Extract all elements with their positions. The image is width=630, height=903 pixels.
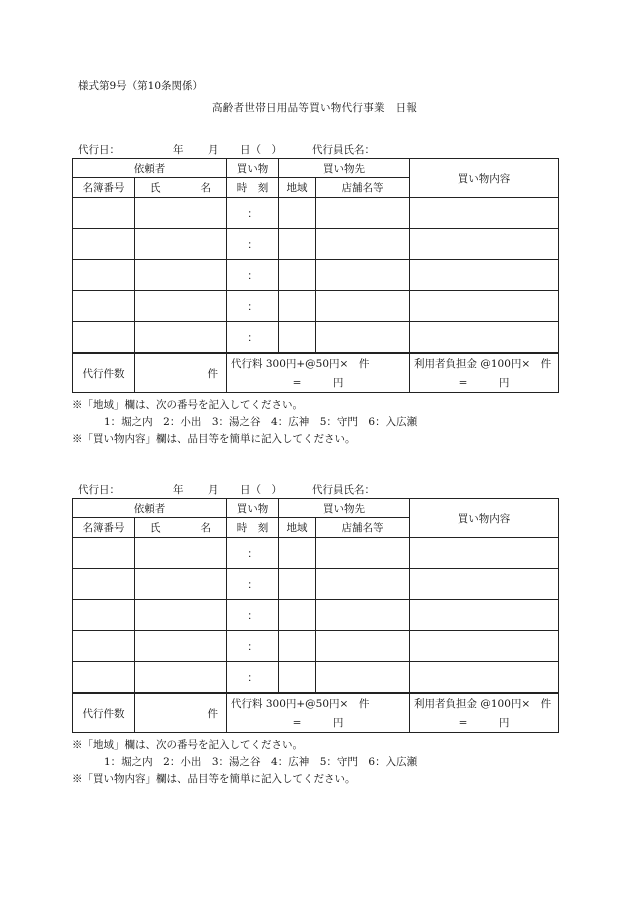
document-title: 高齢者世帯日用品等買い物代行事業 日報	[212, 102, 418, 114]
fee-result[interactable]: = 円	[227, 713, 410, 733]
requester-header: 依頼者	[73, 159, 227, 178]
register-number-cell[interactable]	[73, 662, 135, 694]
register-number-cell[interactable]	[73, 229, 135, 260]
area-cell[interactable]	[279, 229, 316, 260]
area-cell[interactable]	[279, 322, 316, 354]
shop-name-cell[interactable]	[316, 322, 410, 354]
time-header: 時 刻	[227, 178, 279, 198]
agent-name-label: 代行員氏名：	[312, 144, 375, 156]
time-cell[interactable]: ：	[227, 260, 279, 291]
shop-name-cell[interactable]	[316, 291, 410, 322]
contents-cell[interactable]	[410, 662, 559, 694]
contents-cell[interactable]	[410, 631, 559, 662]
area-note: ※「地域」欄は、次の番号を記入してください。	[72, 399, 303, 411]
contents-cell[interactable]	[410, 538, 559, 569]
register-number-cell[interactable]	[73, 198, 135, 229]
name-cell[interactable]	[135, 600, 227, 631]
name-cell[interactable]	[135, 322, 227, 354]
contents-note: ※「買い物内容」欄は、品目等を簡単に記入してください。	[72, 433, 356, 445]
area-note: ※「地域」欄は、次の番号を記入してください。	[72, 739, 303, 751]
table-row	[73, 538, 559, 569]
day-label: 日（ ）	[240, 144, 282, 156]
time-header: 時 刻	[227, 518, 279, 538]
shop-destination-header: 買い物先	[279, 499, 410, 518]
register-number-header: 名簿番号	[73, 178, 135, 198]
time-cell[interactable]: ：	[227, 600, 279, 631]
area-header: 地域	[279, 178, 316, 198]
name-shi: 氏	[150, 182, 161, 194]
user-charge-result[interactable]: = 円	[410, 713, 559, 733]
time-cell[interactable]: ：	[227, 291, 279, 322]
fee-result[interactable]: = 円	[227, 373, 410, 393]
time-cell[interactable]: ：	[227, 322, 279, 354]
date-label: 代行日：	[78, 144, 120, 156]
table-row	[73, 229, 559, 260]
shop-name-cell[interactable]	[316, 260, 410, 291]
report-table	[72, 158, 559, 393]
register-number-cell[interactable]	[73, 322, 135, 354]
register-number-cell[interactable]	[73, 600, 135, 631]
count-cell[interactable]	[135, 693, 227, 733]
register-number-cell[interactable]	[73, 631, 135, 662]
shop-name-cell[interactable]	[316, 569, 410, 600]
contents-cell[interactable]	[410, 291, 559, 322]
user-charge-result[interactable]: = 円	[410, 373, 559, 393]
fee-label: 代行料 300円+@50円× 件	[227, 693, 410, 713]
form-number: 様式第9号（第10条関係）	[78, 80, 204, 92]
register-number-cell[interactable]	[73, 569, 135, 600]
contents-cell[interactable]	[410, 569, 559, 600]
time-cell[interactable]: ：	[227, 229, 279, 260]
shop-name-cell[interactable]	[316, 631, 410, 662]
name-shi: 氏	[150, 522, 161, 534]
area-cell[interactable]	[279, 631, 316, 662]
count-unit: 件	[207, 707, 218, 720]
area-cell[interactable]	[279, 600, 316, 631]
name-cell[interactable]	[135, 662, 227, 694]
area-codes: 1：堀之内 2：小出 3：湯之谷 4：広神 5：守門 6：入広瀬	[104, 756, 418, 768]
table-row	[73, 569, 559, 600]
register-number-cell[interactable]	[73, 260, 135, 291]
year-label: 年	[173, 144, 184, 156]
count-cell[interactable]	[135, 353, 227, 393]
user-charge-label: 利用者負担金 @100円× 件	[410, 693, 559, 713]
month-label: 月	[208, 484, 219, 496]
shopping-header: 買い物	[227, 499, 279, 518]
count-label: 代行件数	[73, 693, 135, 733]
contents-cell[interactable]	[410, 229, 559, 260]
name-cell[interactable]	[135, 291, 227, 322]
report-block-1	[72, 142, 558, 448]
contents-note: ※「買い物内容」欄は、品目等を簡単に記入してください。	[72, 773, 356, 785]
table-row	[73, 662, 559, 694]
area-codes: 1：堀之内 2：小出 3：湯之谷 4：広神 5：守門 6：入広瀬	[104, 416, 418, 428]
contents-header: 買い物内容	[410, 159, 559, 198]
shop-name-header: 店舗名等	[316, 178, 410, 198]
contents-header: 買い物内容	[410, 499, 559, 538]
fee-label: 代行料 300円+@50円× 件	[227, 353, 410, 373]
area-header: 地域	[279, 518, 316, 538]
contents-cell[interactable]	[410, 322, 559, 354]
table-row	[73, 631, 559, 662]
shop-name-cell[interactable]	[316, 600, 410, 631]
date-line	[72, 142, 558, 158]
name-mei: 名	[200, 182, 211, 194]
name-cell[interactable]	[135, 569, 227, 600]
table-row	[73, 198, 559, 229]
requester-header: 依頼者	[73, 499, 227, 518]
table-row	[73, 260, 559, 291]
name-header	[135, 518, 227, 538]
shopping-header: 買い物	[227, 159, 279, 178]
area-cell[interactable]	[279, 291, 316, 322]
table-row	[73, 291, 559, 322]
contents-cell[interactable]	[410, 260, 559, 291]
shop-name-cell[interactable]	[316, 662, 410, 694]
day-label: 日（ ）	[240, 484, 282, 496]
name-cell[interactable]	[135, 631, 227, 662]
shop-name-cell[interactable]	[316, 198, 410, 229]
date-line	[72, 482, 558, 498]
name-cell[interactable]	[135, 260, 227, 291]
report-table	[72, 498, 559, 733]
register-number-header: 名簿番号	[73, 518, 135, 538]
time-cell[interactable]: ：	[227, 631, 279, 662]
shop-name-header: 店舗名等	[316, 518, 410, 538]
name-cell[interactable]	[135, 198, 227, 229]
area-cell[interactable]	[279, 260, 316, 291]
time-cell[interactable]: ：	[227, 569, 279, 600]
name-cell[interactable]	[135, 538, 227, 569]
time-cell[interactable]: ：	[227, 198, 279, 229]
area-cell[interactable]	[279, 569, 316, 600]
month-label: 月	[208, 144, 219, 156]
contents-cell[interactable]	[410, 198, 559, 229]
area-cell[interactable]	[279, 198, 316, 229]
table-row	[73, 322, 559, 354]
count-unit: 件	[207, 367, 218, 380]
shop-name-cell[interactable]	[316, 229, 410, 260]
user-charge-label: 利用者負担金 @100円× 件	[410, 353, 559, 373]
year-label: 年	[173, 484, 184, 496]
date-label: 代行日：	[78, 484, 120, 496]
report-block-2	[72, 482, 558, 788]
table-row	[73, 600, 559, 631]
shop-name-cell[interactable]	[316, 538, 410, 569]
name-header	[135, 178, 227, 198]
name-mei: 名	[200, 522, 211, 534]
contents-cell[interactable]	[410, 600, 559, 631]
name-cell[interactable]	[135, 229, 227, 260]
area-cell[interactable]	[279, 538, 316, 569]
agent-name-label: 代行員氏名：	[312, 484, 375, 496]
register-number-cell[interactable]	[73, 291, 135, 322]
area-cell[interactable]	[279, 662, 316, 694]
time-cell[interactable]: ：	[227, 662, 279, 694]
count-label: 代行件数	[73, 353, 135, 393]
time-cell[interactable]: ：	[227, 538, 279, 569]
shop-destination-header: 買い物先	[279, 159, 410, 178]
register-number-cell[interactable]	[73, 538, 135, 569]
